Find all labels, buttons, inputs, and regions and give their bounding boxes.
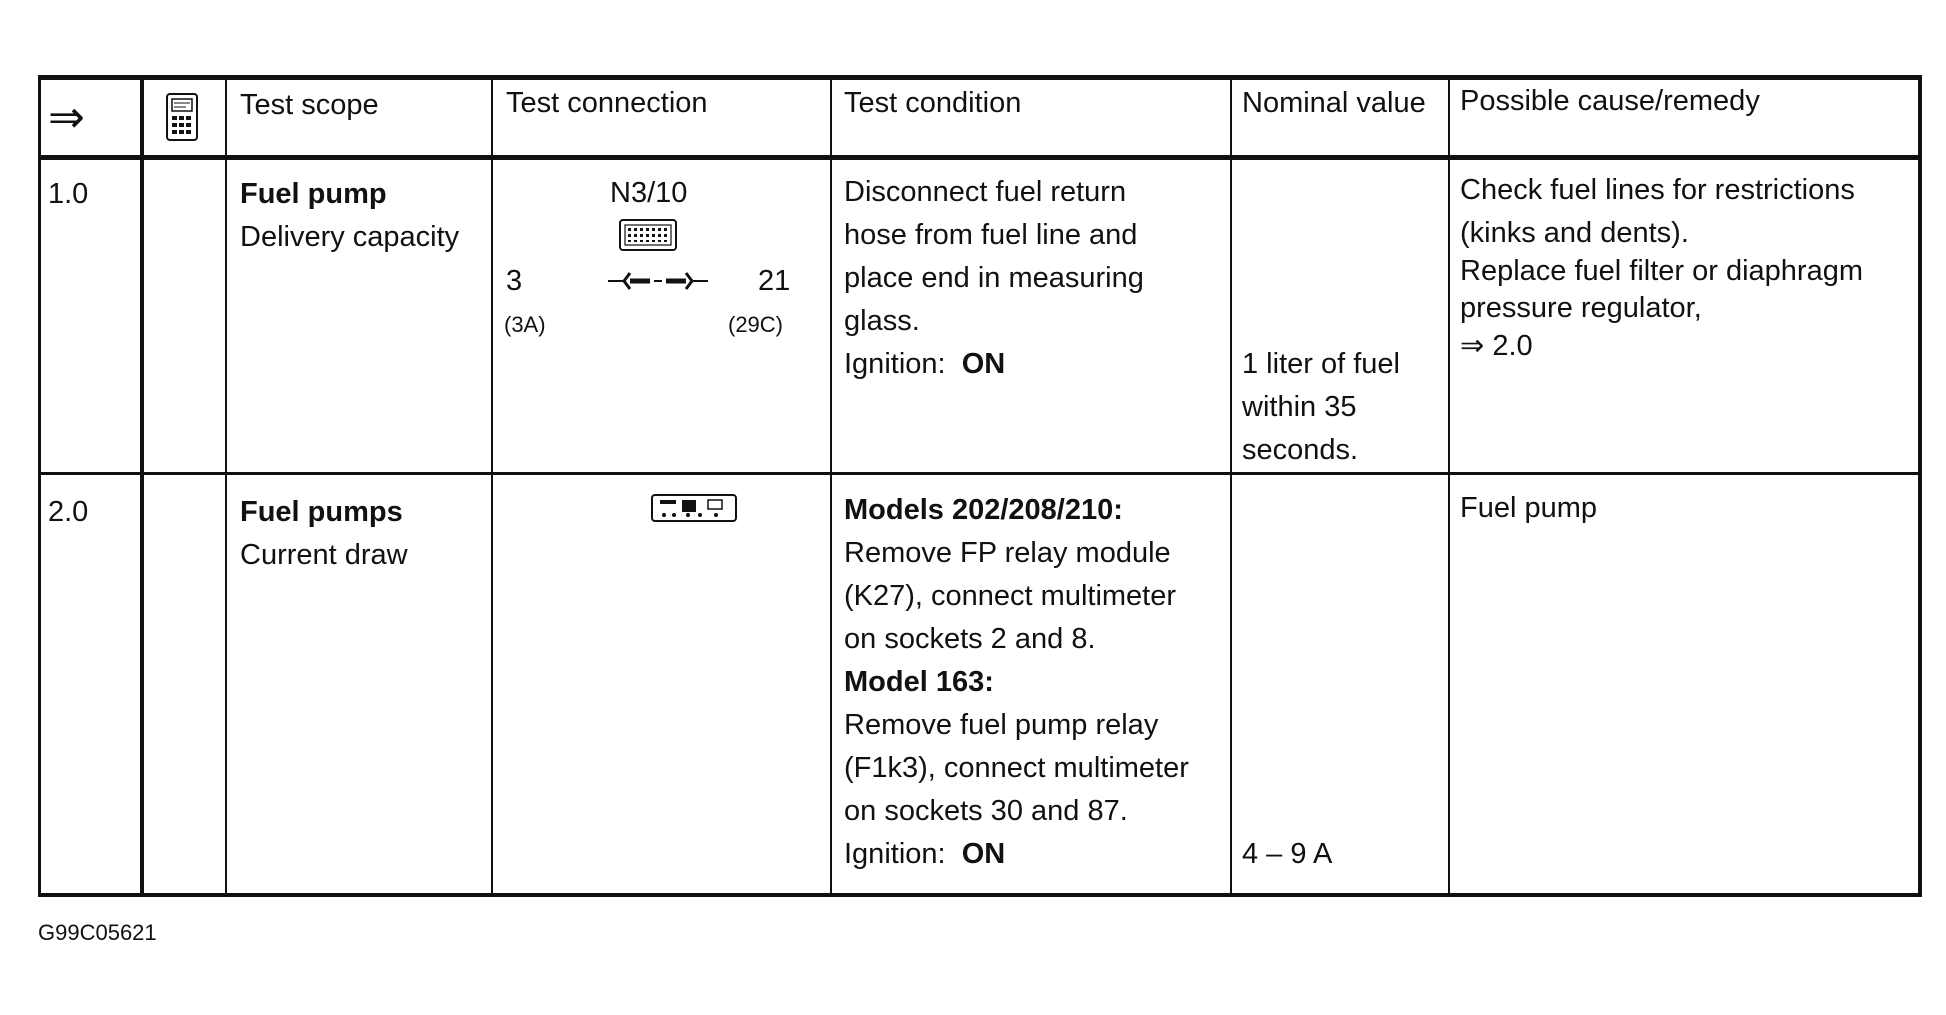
col-rule-1 xyxy=(140,75,144,897)
row1-step: 1.0 xyxy=(48,178,89,210)
row1-condition-line-3: place end in measuring xyxy=(844,262,1144,294)
row1-nominal-line-3: seconds. xyxy=(1242,434,1359,466)
row2-condition-head-2: Model 163: xyxy=(844,666,994,698)
header-test-condition: Test condition xyxy=(844,87,1022,119)
header-nominal-value: Nominal value xyxy=(1242,87,1426,119)
col-rule-4 xyxy=(830,75,832,897)
row1-condition-line-1: Disconnect fuel return xyxy=(844,176,1127,208)
col-rule-2 xyxy=(225,75,227,897)
row2-cause: Fuel pump xyxy=(1460,492,1598,524)
row2-nominal: 4 – 9 A xyxy=(1242,838,1333,870)
row1-cause-line-2: (kinks and dents). xyxy=(1460,217,1689,249)
row1-nominal-line-2: within 35 xyxy=(1242,391,1357,423)
row2-condition-line-4: Remove fuel pump relay xyxy=(844,709,1159,741)
row1-cause-line-3: Replace fuel filter or diaphragm xyxy=(1460,255,1863,287)
col-rule-5 xyxy=(1230,75,1232,897)
row1-pin-left: 3 xyxy=(506,265,523,297)
connector-block-icon xyxy=(618,218,678,254)
row2-condition-line-2: (K27), connect multimeter xyxy=(844,580,1177,612)
row1-ignition-value: ON xyxy=(961,348,1006,380)
test-table xyxy=(38,75,1922,897)
row2-condition-line-6: on sockets 30 and 87. xyxy=(844,795,1128,827)
row1-module-label: N3/10 xyxy=(610,177,688,209)
table-top-rule xyxy=(38,75,1922,80)
row1-cause-line-5: ⇒ 2.0 xyxy=(1460,330,1533,362)
row1-pin-right: 21 xyxy=(758,265,791,297)
header-bottom-rule xyxy=(38,155,1922,160)
row2-scope-title: Fuel pumps xyxy=(240,496,403,528)
col-rule-0 xyxy=(38,75,41,897)
row1-cause-line-1: Check fuel lines for restrictions xyxy=(1460,174,1855,206)
row2-condition-line-1: Remove FP relay module xyxy=(844,537,1171,569)
header-test-scope: Test scope xyxy=(240,89,379,121)
row1-pin-right-alt: (29C) xyxy=(728,312,784,337)
handheld-tester-icon xyxy=(164,92,200,142)
row2-ignition-value: ON xyxy=(961,838,1006,870)
multimeter-icon xyxy=(650,493,738,523)
row-divider-rule xyxy=(38,472,1922,475)
row1-scope-sub: Delivery capacity xyxy=(240,221,460,253)
row2-ignition xyxy=(844,833,1005,876)
row2-condition-head-1: Models 202/208/210: xyxy=(844,494,1123,526)
row1-ignition-label: Ignition: xyxy=(844,348,946,380)
row1-condition-line-4: glass. xyxy=(844,305,920,337)
test-cable-icon xyxy=(606,269,710,293)
row1-scope-title: Fuel pump xyxy=(240,178,387,210)
row1-condition-line-2: hose from fuel line and xyxy=(844,219,1138,251)
row2-condition-line-5: (F1k3), connect multimeter xyxy=(844,752,1189,784)
row1-cause-line-4: pressure regulator, xyxy=(1460,292,1702,324)
header-possible-cause: Possible cause/remedy xyxy=(1460,85,1760,117)
row1-nominal-line-1: 1 liter of fuel xyxy=(1242,348,1400,380)
header-test-connection: Test connection xyxy=(506,87,708,119)
row2-condition-line-3: on sockets 2 and 8. xyxy=(844,623,1096,655)
table-bottom-rule xyxy=(38,893,1922,897)
row2-scope-sub: Current draw xyxy=(240,539,408,571)
header-arrow: ⇒ xyxy=(48,93,85,142)
col-rule-7 xyxy=(1918,75,1922,897)
row1-pin-left-alt: (3A) xyxy=(504,312,546,337)
figure-code: G99C05621 xyxy=(38,920,157,945)
col-rule-6 xyxy=(1448,75,1450,897)
row2-ignition-label: Ignition: xyxy=(844,838,946,870)
row1-ignition xyxy=(844,343,1005,386)
col-rule-3 xyxy=(491,75,493,897)
row2-step: 2.0 xyxy=(48,496,89,528)
